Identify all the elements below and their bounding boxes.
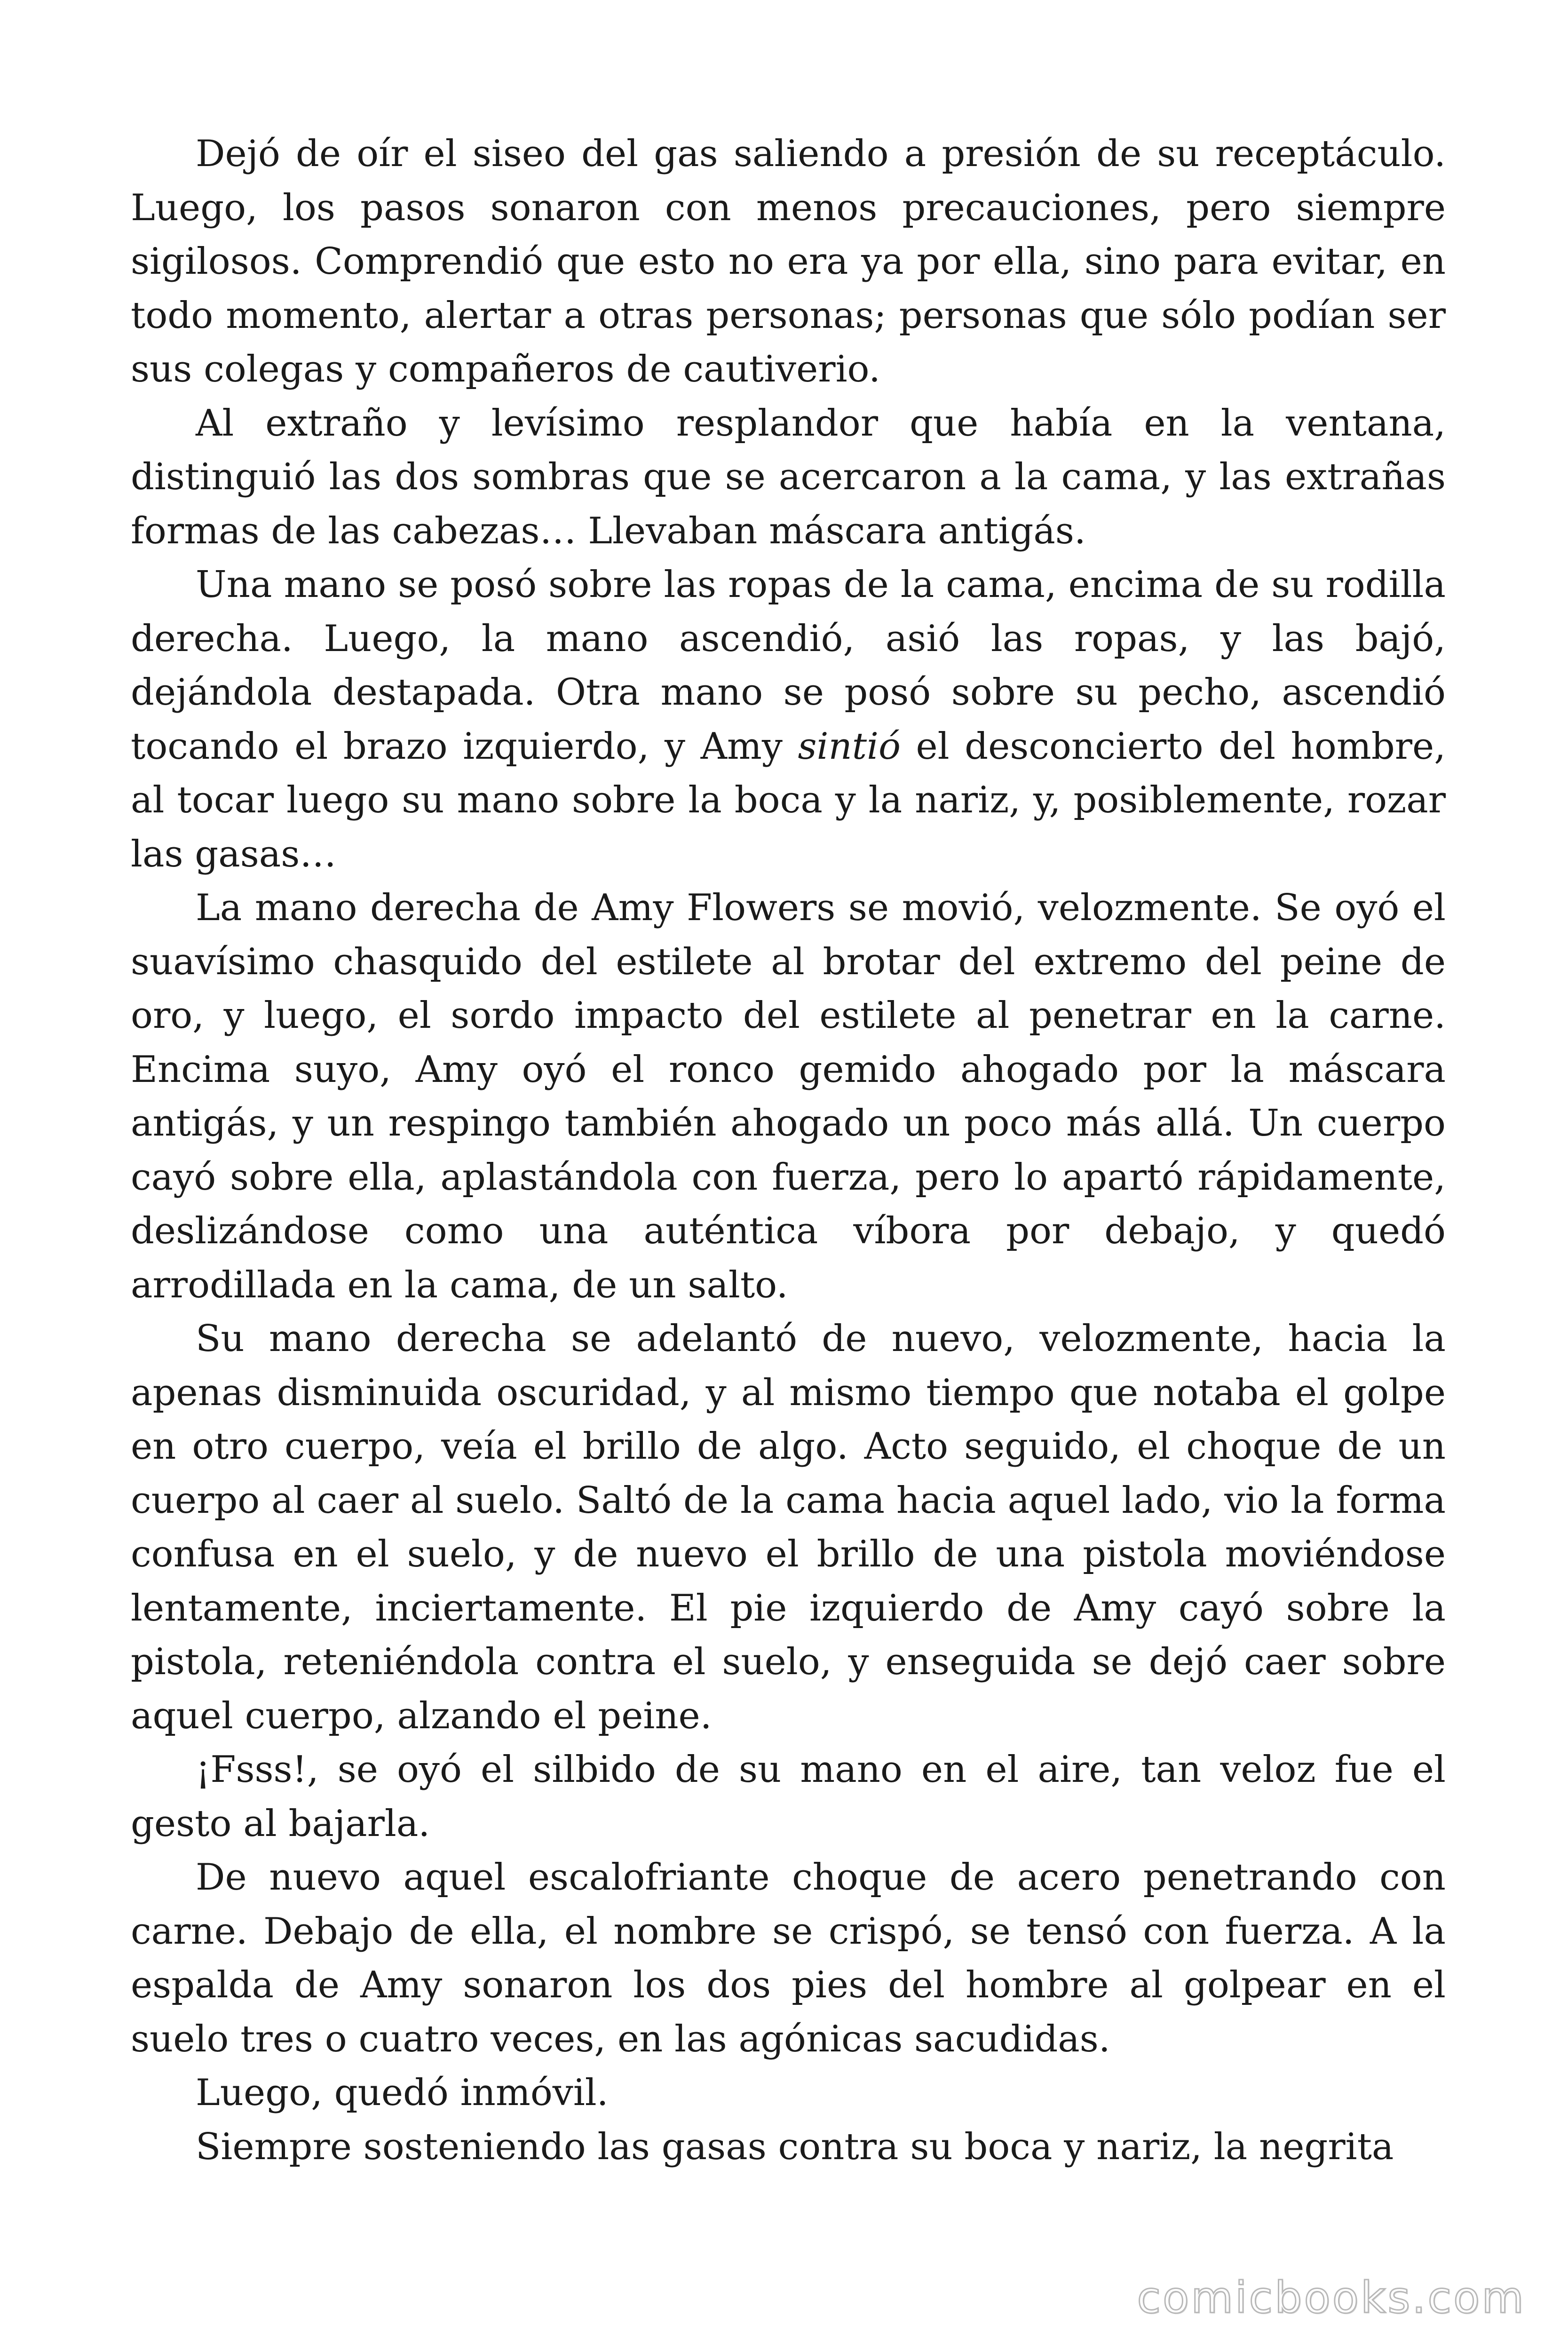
paragraph-3-start: Una mano se posó sobre las ropas de la cama, encima de su rodilla derecha. Luego, la mano ascendió, asió las ropas, y las bajó, dejándola destapada. Otra mano se posó sobre su pecho, ascendió tocando el brazo izquierdo, y Amy [131, 564, 1446, 768]
paragraph-6: ¡Fsss!, se oyó el silbido de su mano en el aire, tan veloz fue el gesto al bajarla. [131, 1748, 1446, 1845]
paragraph-3 [131, 558, 1446, 881]
paragraph-4: La mano derecha de Amy Flowers se movió, velozmente. Se oyó el suavísimo chasquido del estilete al brotar del extremo del peine de oro, y luego, el sordo impacto del estilete al penetrar en la carne. Encima suyo, Amy oyó el ronco gemido ahogado por la máscara antigás, y un respingo también ahogado un poco más allá. Un cuerpo cayó sobre ella, aplastándola con fuerza, pero lo apartó rápidamente, deslizándose como una auténtica víbora por debajo, y quedó arrodillada en la cama, de un salto. [131, 887, 1446, 1306]
paragraph-3-italic: sintió [798, 725, 901, 768]
paragraph-3-end: el desconcierto del hombre, al tocar luego su mano sobre la boca y la nariz, y, posiblemente, rozar las gasas… [131, 725, 1446, 875]
paragraph-7: De nuevo aquel escalofriante choque de acero penetrando con carne. Debajo de ella, el nombre se crispó, se tensó con fuerza. A la espalda de Amy sonaron los dos pies del hombre al golpear en el suelo tres o cuatro veces, en las agónicas sacudidas. [131, 1856, 1446, 2060]
paragraph-5: Su mano derecha se adelantó de nuevo, velozmente, hacia la apenas disminuida oscuridad, y al mismo tiempo que notaba el golpe en otro cuerpo, veía el brillo de algo. Acto seguido, el choque de un cuerpo al caer al suelo. Saltó de la cama hacia aquel lado, vio la forma confusa en el suelo, y de nuevo el brillo de una pistola moviéndose lentamente, inciertamente. El pie izquierdo de Amy cayó sobre la pistola, reteniéndola contra el suelo, y enseguida se dejó caer sobre aquel cuerpo, alzando el peine. [131, 1318, 1446, 1737]
paragraph-9: Siempre sosteniendo las gasas contra su boca y nariz, la negrita [196, 2125, 1394, 2168]
paragraph-1: Dejó de oír el siseo del gas saliendo a presión de su receptáculo. Luego, los pasos sonaron con menos precauciones, pero siempre sigilosos. Comprendió que esto no era ya por ella, sino para evitar, en todo momento, alertar a otras personas; personas que sólo podían ser sus colegas y compañeros de cautiverio. [131, 133, 1446, 390]
paragraph-2: Al extraño y levísimo resplandor que había en la ventana, distinguió las dos sombras que se acercaron a la cama, y las extrañas formas de las cabezas… Llevaban máscara antigás. [131, 402, 1446, 552]
body-text [131, 127, 1446, 2174]
watermark: comicbooks.com [1137, 2273, 1526, 2323]
paragraph-8: Luego, quedó inmóvil. [196, 2072, 609, 2114]
